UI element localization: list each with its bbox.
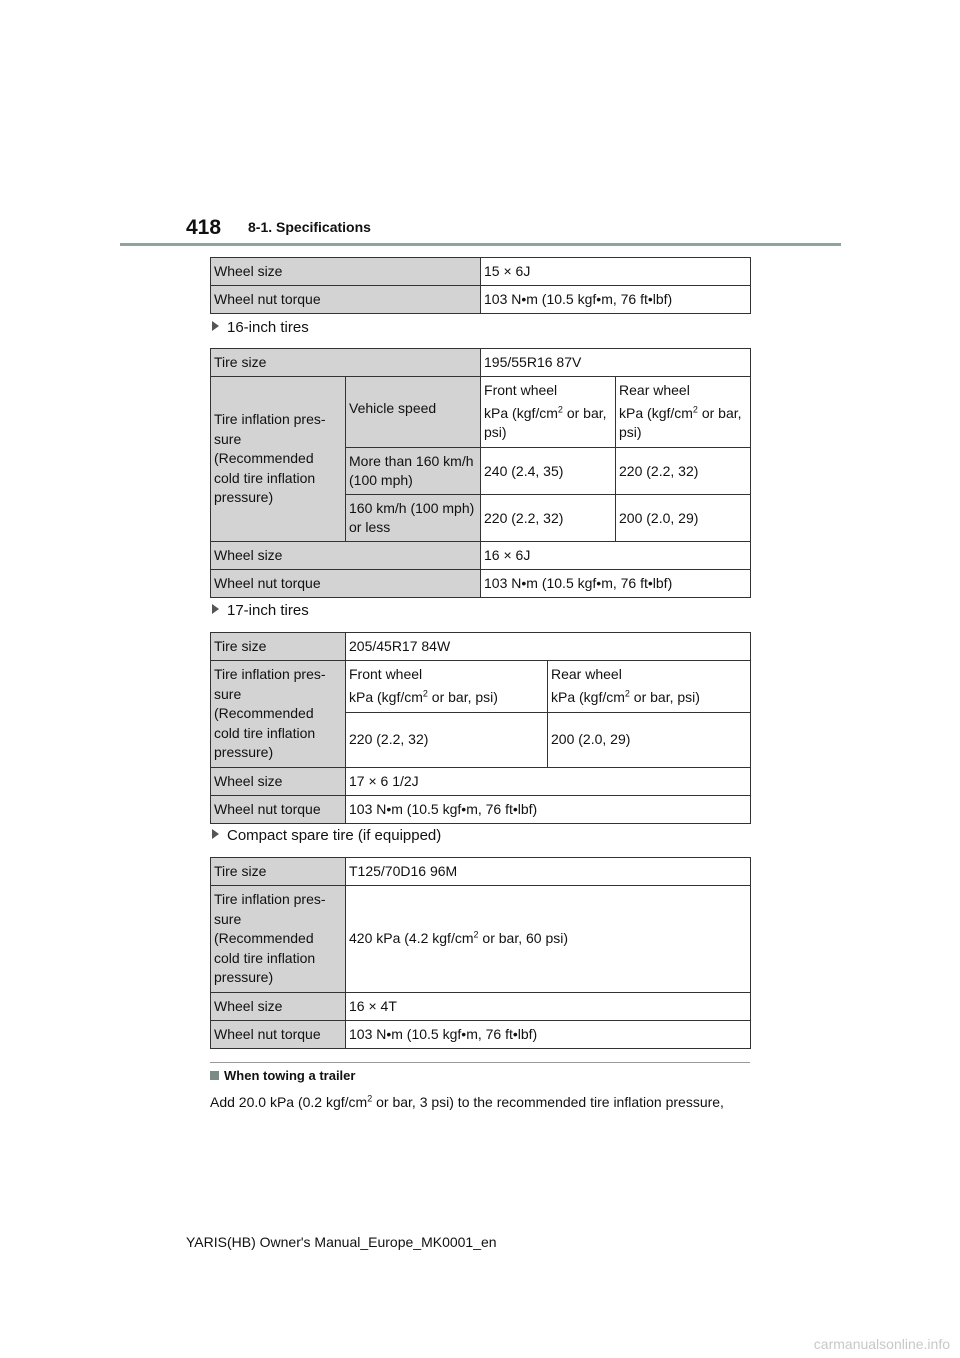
header-divider (120, 243, 841, 246)
wheel-size-label: Wheel size (211, 258, 481, 286)
wheel-nut-torque-value: 103 N•m (10.5 kgf•m, 76 ft•lbf) (481, 286, 751, 314)
arrow-icon (212, 321, 219, 331)
table-row (211, 886, 751, 993)
inflation-pressure-label: Tire inflation pres-sure (Recommended cold tire inflation pressure) (211, 886, 346, 993)
heading-16-inch: 16-inch tires (212, 319, 309, 336)
wheel-nut-torque-label: Wheel nut torque (211, 570, 481, 598)
tire-table-compact-spare (210, 857, 751, 1049)
heading-17-inch: 17-inch tires (212, 602, 309, 619)
table-row (211, 570, 751, 598)
rear-pressure-value: 200 (2.0, 29) (548, 712, 751, 767)
tire-table-16-inch (210, 348, 751, 598)
wheel-nut-torque-value: 103 N•m (10.5 kgf•m, 76 ft•lbf) (346, 795, 751, 823)
tire-size-value: T125/70D16 96M (346, 858, 751, 886)
section-title: 8-1. Specifications (248, 219, 371, 235)
wheel-size-value: 16 × 4T (346, 992, 751, 1020)
speed-high-label: More than 160 km/h (100 mph) (346, 448, 481, 495)
tire-size-label: Tire size (211, 633, 346, 661)
square-bullet-icon (210, 1071, 219, 1080)
page-header (0, 0, 960, 250)
rear-wheel-header: Rear wheel kPa ($kgf/cm^2$ or bar, psi) (616, 377, 751, 448)
vehicle-speed-label: Vehicle speed (346, 377, 481, 448)
table-row (211, 767, 751, 795)
table-row (211, 1020, 751, 1048)
wheel-size-value: 15 × 6J (481, 258, 751, 286)
note-body: Add 20.0 kPa (0.2 kgf/$cm^2$ or bar, 3 psi) to the recommended tire inflation pressure, (210, 1093, 724, 1110)
tire-size-value: 205/45R17 84W (346, 633, 751, 661)
arrow-icon (212, 829, 219, 839)
front-pressure-value: 220 (2.2, 32) (346, 712, 548, 767)
wheel-size-label: Wheel size (211, 767, 346, 795)
front-pressure-low: 220 (2.2, 32) (481, 495, 616, 542)
wheel-table-15 (210, 257, 751, 314)
table-row (211, 795, 751, 823)
note-divider (210, 1062, 750, 1063)
wheel-nut-torque-label: Wheel nut torque (211, 286, 481, 314)
front-wheel-header: Front wheel kPa ($kgf/cm^2$ or bar, psi) (346, 661, 548, 713)
wheel-nut-torque-label: Wheel nut torque (211, 1020, 346, 1048)
front-pressure-high: 240 (2.4, 35) (481, 448, 616, 495)
inflation-pressure-value: 420 kPa (4.2 kgf/$cm^2$ or bar, 60 psi) (346, 886, 751, 993)
table-row (211, 377, 751, 448)
tire-table-17-inch (210, 632, 751, 824)
table-row (211, 992, 751, 1020)
rear-pressure-low: 200 (2.0, 29) (616, 495, 751, 542)
wheel-size-value: 16 × 6J (481, 542, 751, 570)
heading-compact-spare: Compact spare tire (if equipped) (212, 827, 441, 844)
wheel-size-label: Wheel size (211, 542, 481, 570)
inflation-pressure-label: Tire inflation pres-sure (Recommended cold tire inflation pressure) (211, 377, 346, 542)
front-wheel-header: Front wheel kPa ($kgf/cm^2$ or bar, psi) (481, 377, 616, 448)
wheel-nut-torque-label: Wheel nut torque (211, 795, 346, 823)
table-row (211, 258, 751, 286)
tire-size-label: Tire size (211, 858, 346, 886)
table-row (211, 858, 751, 886)
wheel-size-value: 17 × 6 1/2J (346, 767, 751, 795)
watermark: carmanualsonline.info (813, 1336, 950, 1352)
table-row (211, 633, 751, 661)
table-row (211, 542, 751, 570)
wheel-size-label: Wheel size (211, 992, 346, 1020)
arrow-icon (212, 604, 219, 614)
page-number: 418 (186, 216, 222, 239)
table-row (211, 349, 751, 377)
wheel-nut-torque-value: 103 N•m (10.5 kgf•m, 76 ft•lbf) (346, 1020, 751, 1048)
table-row (211, 661, 751, 713)
rear-pressure-high: 220 (2.2, 32) (616, 448, 751, 495)
tire-size-label: Tire size (211, 349, 481, 377)
rear-wheel-header: Rear wheel kPa ($kgf/cm^2$ or bar, psi) (548, 661, 751, 713)
table-row (211, 286, 751, 314)
tire-size-value: 195/55R16 87V (481, 349, 751, 377)
speed-low-label: 160 km/h (100 mph) or less (346, 495, 481, 542)
wheel-nut-torque-value: 103 N•m (10.5 kgf•m, 76 ft•lbf) (481, 570, 751, 598)
page-footer: YARIS(HB) Owner's Manual_Europe_MK0001_en (186, 1234, 497, 1250)
note-title: When towing a trailer (210, 1068, 355, 1083)
inflation-pressure-label: Tire inflation pres-sure (Recommended cold tire inflation pressure) (211, 661, 346, 768)
